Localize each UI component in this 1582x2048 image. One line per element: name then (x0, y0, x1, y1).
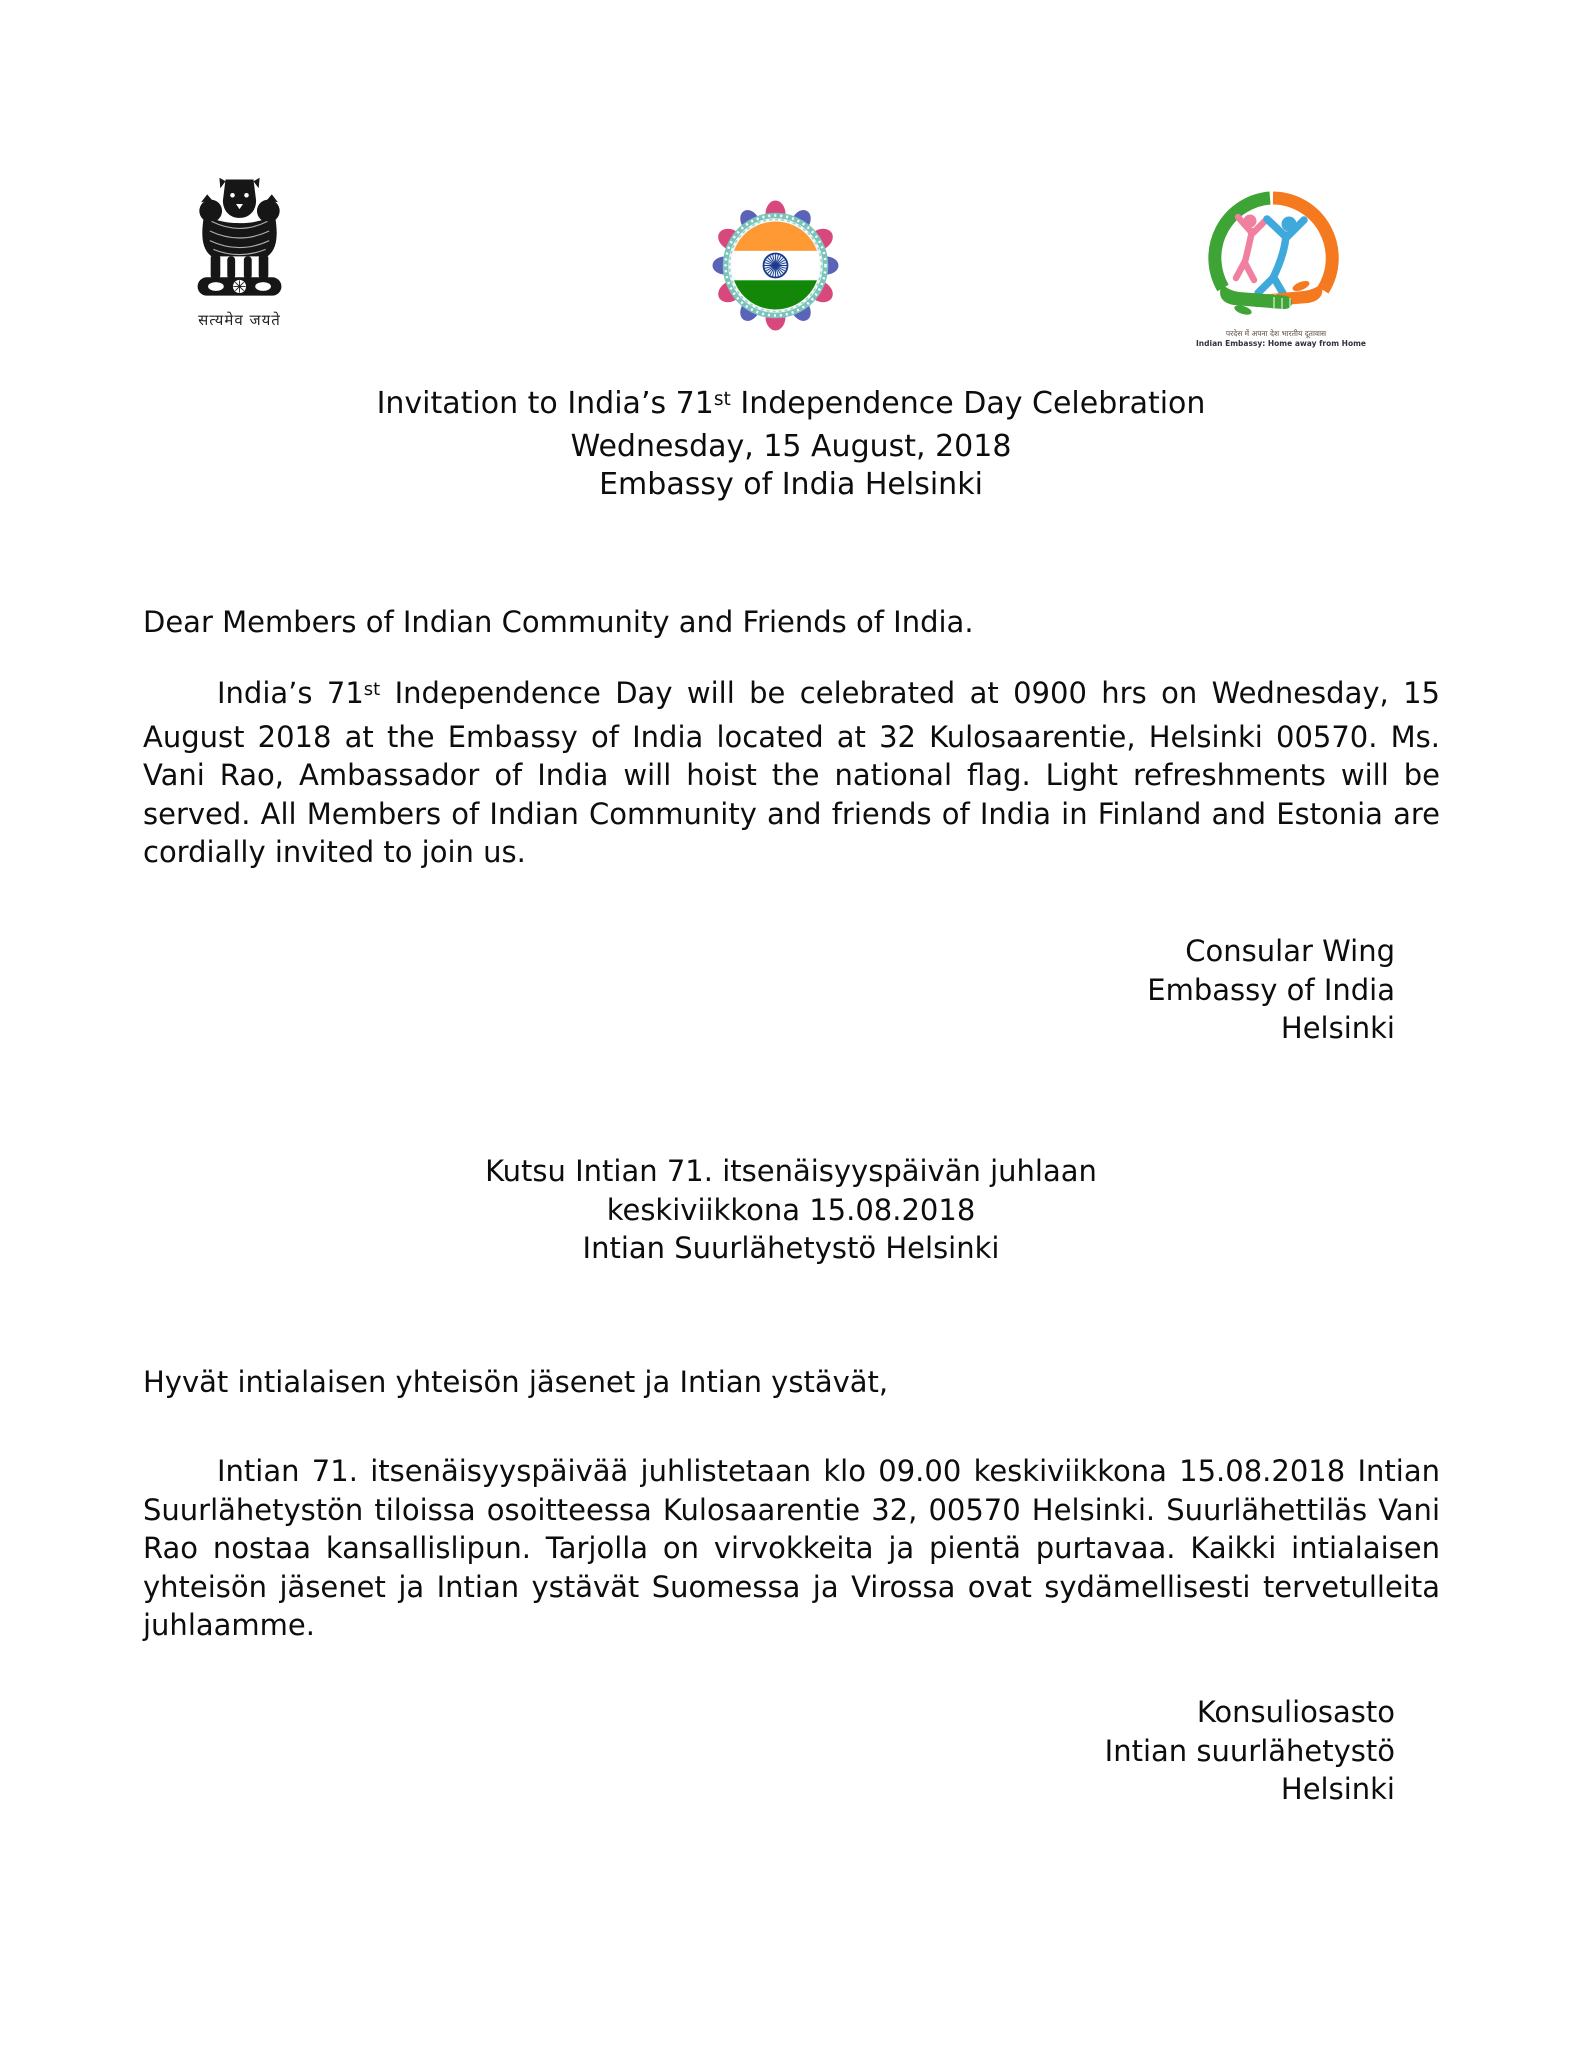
embassy-home-logo (1196, 190, 1367, 348)
embassy-english-tagline: Indian Embassy: Home away from Home (1196, 339, 1367, 348)
invitation-title (0, 385, 1582, 505)
embassy-hands-icon (1201, 190, 1351, 328)
signature-line: Konsuliosasto (1196, 1695, 1395, 1729)
title-line-2: Wednesday, 15 August, 2018 (570, 428, 1012, 464)
india-flag-mandala-logo (708, 198, 843, 333)
finnish-title (0, 1152, 1582, 1268)
ordinal-superscript: st (713, 388, 731, 410)
finnish-salutation: Hyvät intialaisen yhteisön jäsenet ja Intian ystävät, (143, 1365, 889, 1399)
flag-mandala-icon (708, 198, 843, 333)
finnish-paragraph: Intian 71. itsenäisyyspäivää juhlistetaan klo 09.00 keskiviikkona 15.08.2018 Intian Suurlähetystön tiloissa osoitteessa Kulosaarentie 32, 00570 Helsinki. Suurlähettiläs Vani Rao nostaa kansallislipun. Tarjolla on virvokkeita ja pientä purtavaa. Kaikki intialaisen yhteisön jäsenet ja Intian ystävät Suomessa ja Virossa ovat sydämellisesti tervetulleita juhlaamme. (143, 1454, 1440, 1642)
emblem-motto: सत्यमेव जयते (198, 311, 281, 329)
lion-capital-icon (187, 176, 292, 307)
title-line-3: Embassy of India Helsinki (599, 467, 983, 502)
finnish-title-line-2: keskiviikkona 15.08.2018 (606, 1192, 976, 1227)
india-state-emblem-logo (182, 176, 297, 330)
title-line-1: Invitation to India’s 71st Independence Day Celebration (376, 386, 1206, 421)
finnish-signature-block (143, 1693, 1395, 1809)
english-salutation: Dear Members of Indian Community and Friends of India. (143, 605, 974, 639)
signature-line: Helsinki (1280, 1772, 1395, 1806)
finnish-title-line-1: Kutsu Intian 71. itsenäisyyspäivän juhlaan (485, 1154, 1097, 1188)
signature-line: Consular Wing (1185, 934, 1395, 968)
embassy-hindi-tagline: परदेस में अपना देश भारतीय दूतावास (1225, 329, 1327, 338)
signature-line: Helsinki (1280, 1011, 1395, 1045)
signature-line: Embassy of India (1147, 972, 1395, 1007)
english-signature-block (143, 932, 1395, 1048)
english-paragraph: India’s 71st Independence Day will be celebrated at 0900 hrs on Wednesday, 15 August 2018 at the Embassy of India located at 32 Kulosaarentie, Helsinki 00570. Ms. Vani Rao, Ambassador of India will hoist the national flag. Light refreshments will be served. All Members of Indian Community and friends of India in Finland and Estonia are cordially invited to join us. (143, 676, 1441, 869)
finnish-title-line-3: Intian Suurlähetystö Helsinki (582, 1231, 1000, 1265)
signature-line: Intian suurlähetystö (1104, 1733, 1395, 1768)
ordinal-superscript: st (363, 678, 381, 700)
